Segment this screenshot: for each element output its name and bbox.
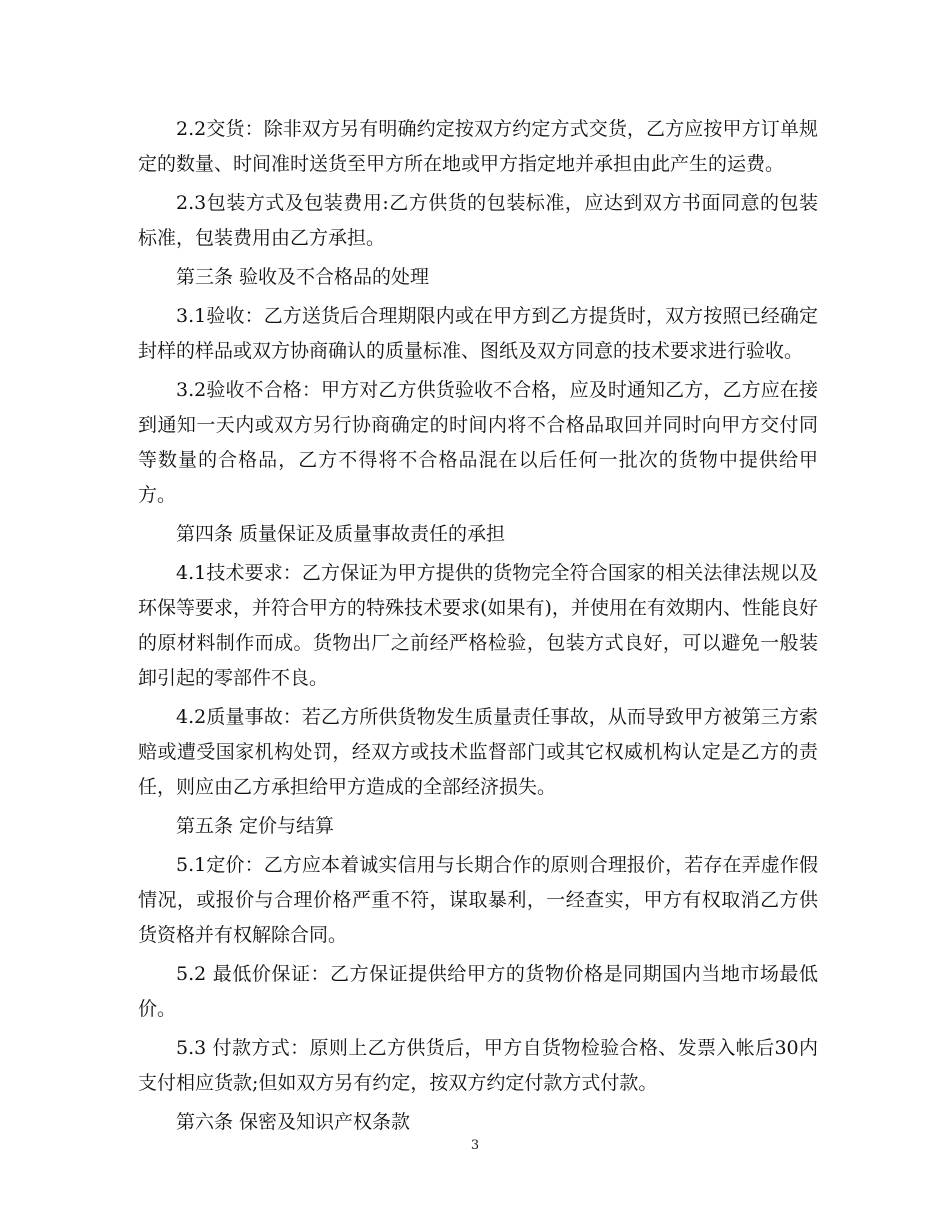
article-6-heading: 第六条 保密及知识产权条款 <box>176 1111 411 1133</box>
clause-2-2-delivery: 2.2交货：除非双方另有明确约定按双方约定方式交货，乙方应按甲方订单规定的数量、时间准时送货至甲方所在地或甲方指定地并承担由此产生的运费。 <box>138 118 818 175</box>
clause-5-1-pricing: 5.1定价：乙方应本着诚实信用与长期合作的原则合理报价，若存在弄虚作假情况，或报价与合理价格严重不符，谋取暴利，一经查实，甲方有权取消乙方供货资格并有权解除合同。 <box>138 854 818 946</box>
clause-4-1-technical-requirements: 4.1技术要求：乙方保证为甲方提供的货物完全符合国家的相关法律法规以及环保等要求，并符合甲方的特殊技术要求(如果有)，并使用在有效期内、性能良好的原材料制作而成。货物出厂之前经严格检验，包装方式良好，可以避免一般装卸引起的零部件不良。 <box>138 562 818 689</box>
article-4-heading: 第四条 质量保证及质量事故责任的承担 <box>176 523 506 545</box>
clause-3-1-acceptance: 3.1验收：乙方送货后合理期限内或在甲方到乙方提货时，双方按照已经确定封样的样品或双方协商确认的质量标准、图纸及双方同意的技术要求进行验收。 <box>138 305 818 362</box>
clause-5-2-lowest-price: 5.2 最低价保证：乙方保证提供给甲方的货物价格是同期国内当地市场最低价。 <box>138 963 818 1020</box>
page-number: 3 <box>470 1138 480 1153</box>
clause-4-2-quality-accident: 4.2质量事故：若乙方所供货物发生质量责任事故，从而导致甲方被第三方索赔或遭受国家机构处罚，经双方或技术监督部门或其它权威机构认定是乙方的责任，则应由乙方承担给甲方造成的全部经济损失。 <box>138 706 818 798</box>
article-3-heading: 第三条 验收及不合格品的处理 <box>176 266 430 288</box>
clause-3-2-nonconformity: 3.2验收不合格：甲方对乙方供货验收不合格，应及时通知乙方，乙方应在接到通知一天内或双方另行协商确定的时间内将不合格品取回并同时向甲方交付同等数量的合格品，乙方不得将不合格品混在以后任何一批次的货物中提供给甲方。 <box>138 379 818 506</box>
article-5-heading: 第五条 定价与结算 <box>176 815 335 837</box>
document-body <box>138 112 818 1144</box>
clause-5-3-payment: 5.3 付款方式：原则上乙方供货后，甲方自货物检验合格、发票入帐后30内支付相应货款;但如双方另有约定，按双方约定付款方式付款。 <box>138 1037 818 1094</box>
clause-2-3-packaging: 2.3包装方式及包装费用:乙方供货的包装标准，应达到双方书面同意的包装标准，包装费用由乙方承担。 <box>138 192 818 249</box>
